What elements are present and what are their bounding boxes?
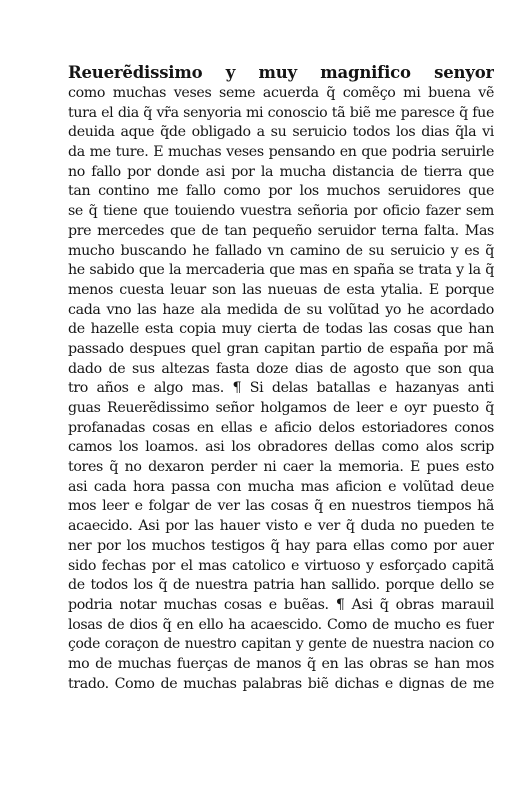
text-line: de hazelle esta copia muy cierta de todas las cosas que han (68, 321, 494, 338)
text-line: como muchas veses seme acuerda q̃ comẽço mi buena vẽ (68, 85, 494, 101)
text-line: losas de dios q̃ en ello ha acaescido. Como de mucho es fuer (68, 616, 494, 633)
text-line: camos los loamos. asi los obradores dellas como alos scrip (68, 439, 494, 456)
text-line: acaecido. Asi por las hauer visto e ver q̃ duda no pueden te (68, 518, 494, 535)
text-line: podria notar muchas cosas e buẽas. ¶ Asi q̃ obras marauil (68, 596, 494, 613)
text-line: tores q̃ no dexaron perder ni caer la memoria. E pues esto (68, 459, 494, 476)
text-line: dado de sus altezas fasta doze dias de agosto que son qua (68, 360, 494, 377)
text-line: guas Reuerẽdissimo señor holgamos de leer e oyr puesto q̃ (68, 400, 494, 416)
text-line: passado despues quel gran capitan partio de españa por mã (68, 340, 494, 357)
text-block (68, 62, 494, 694)
text-line: he sabido que la mercaderia que mas en spaña se trata y la q̃ (68, 262, 494, 279)
text-line: deuida aque q̃de obligado a su seruicio todos los dias q̃la vi (68, 124, 494, 141)
text-line: se q̃ tiene que touiendo vuestra señoria por oficio fazer sem (68, 203, 494, 220)
text-line: ner por los muchos testigos q̃ hay para ellas como por auer (68, 537, 494, 554)
text-line: no fallo por donde asi por la mucha distancia de tierra que (68, 163, 494, 180)
text-line: trado. Como de muchas palabras biẽ dichas e dignas de me (68, 675, 494, 692)
text-line: sido fechas por el mas catolico e virtuoso y esforçado capitã (68, 557, 494, 574)
text-line: mo de muchas fuerças de manos q̃ en las obras se han mos (68, 655, 494, 672)
text-line: mos leer e folgar de ver las cosas q̃ en nuestros tiempos hã (68, 498, 494, 515)
text-line: tan contino me fallo como por los muchos seruidores que (68, 183, 494, 200)
text-line: mucho buscando he fallado vn camino de su seruicio y es q̃ (68, 242, 494, 259)
text-line: profanadas cosas en ellas e aficio delos estoriadores conos (68, 419, 494, 436)
text-line: menos cuesta leuar son las nueuas de esta ytalia. E porque (68, 281, 494, 298)
text-line: çode coraçon de nuestro capitan y gente de nuestra nacion co (68, 636, 494, 653)
text-line: asi cada hora passa con mucha mas aficion e volũtad deue (68, 478, 494, 495)
text-line: tro años e algo mas. ¶ Si delas batallas e hazanyas anti (68, 380, 494, 397)
text-line: Reuerẽdissimo y muy magnifico senyor (68, 63, 494, 82)
text-line: cada vno las haze ala medida de su volũtad yo he acordado (68, 301, 494, 318)
text-line: de todos los q̃ de nuestra patria han sallido. porque dello se (68, 577, 494, 594)
text-line: pre mercedes que de tan pequeño seruidor terna falta. Mas (68, 222, 494, 239)
text-line: da me ture. E muchas veses pensando en que podria seruirle (68, 144, 494, 161)
text-line: tura el dia q̃ vr̃a senyoria mi conoscio tã biẽ me paresce q̃ fue (68, 104, 494, 121)
